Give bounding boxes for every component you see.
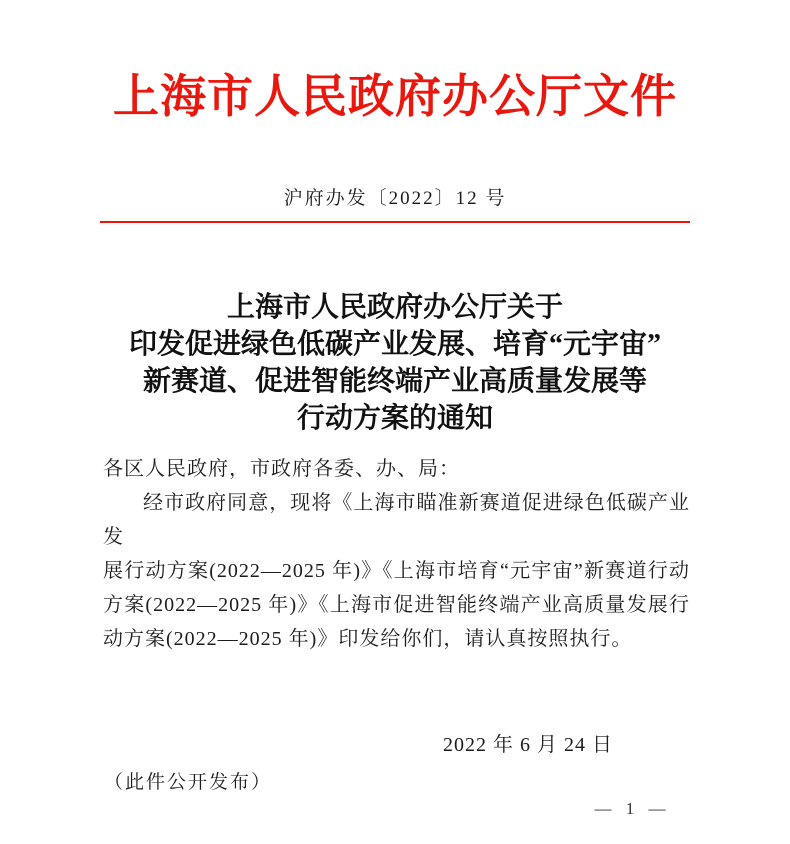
public-release-note: （此件公开发布） xyxy=(104,772,273,793)
body-paragraph-line-2: 展行动方案(2022—2025 年)》《上海市培育“元宇宙”新赛道行动 xyxy=(103,560,690,582)
body-paragraph-line-1: 经市政府同意，现将《上海市瞄准新赛道促进绿色低碳产业发 xyxy=(103,492,690,548)
document-masthead-title: 上海市人民政府办公厅文件 xyxy=(113,71,677,122)
document-title-line-2: 印发促进绿色低碳产业发展、培育“元宇宙” xyxy=(128,329,661,360)
document-date: 2022 年 6 月 24 日 xyxy=(443,734,613,756)
page-number: — 1 — xyxy=(594,799,666,818)
document-number: 沪府办发〔2022〕12 号 xyxy=(283,188,507,209)
document-body xyxy=(103,452,690,656)
body-paragraph-line-4: 动方案(2022—2025 年)》印发给你们，请认真按照执行。 xyxy=(103,628,633,650)
document-title xyxy=(70,289,720,437)
document-title-line-3: 新赛道、促进智能终端产业高质量发展等 xyxy=(142,366,647,397)
document-title-line-1: 上海市人民政府办公厅关于 xyxy=(226,292,563,323)
body-salutation: 各区人民政府，市政府各委、办、局： xyxy=(103,458,460,480)
body-paragraph-line-3: 方案(2022—2025 年)》《上海市促进智能终端产业高质量发展行 xyxy=(103,594,690,616)
document-title-line-4: 行动方案的通知 xyxy=(296,403,493,434)
red-divider-line xyxy=(100,221,690,223)
